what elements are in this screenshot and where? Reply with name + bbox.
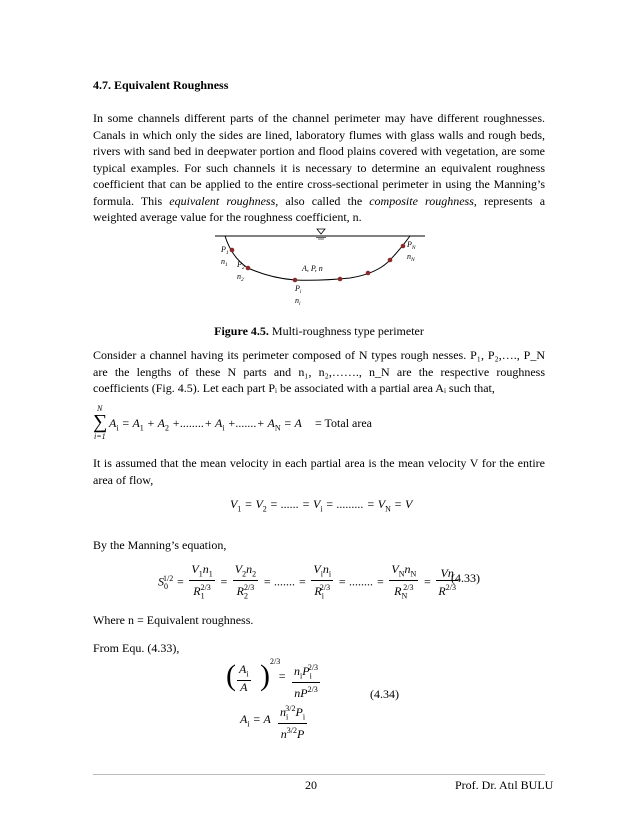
intro-text-b: also called the [278, 193, 370, 208]
equation-4-33: $S_0^{1/2}$ = $\frac{V_1n_1}{R_1^{2/3}}$ = $\frac{V_2n_2}{R_2^{2/3}}$ = ....... = $\frac{V_in_i}{R_i^{2/3}}$ = ........ = $\frac{V_Nn_N}{R_N^{2/3}}$ = $\frac{Vn}{R^{2/3}}$ [158, 562, 456, 601]
section-heading: 4.7. Equivalent Roughness [93, 78, 229, 92]
perimeter-paragraph: Consider a channel having its perimeter composed of N types rough nesses. P₁, P₂,…., P_N are the lengths of these N parts and n₁, n₂,……., n_N are the respective roughness coefficients (Fig. 4.5). Let each part Pᵢ be associated with a partial area Aᵢ such that, [93, 348, 545, 395]
channel-figure [210, 228, 440, 310]
equation-4-34-area: $A_i = A$ $\frac{n_i^{3/2}P_i}{n^{3/2}P}$ [240, 704, 306, 742]
division-point [230, 248, 235, 253]
label-pn: $P_N$ [407, 240, 416, 251]
division-point [293, 278, 298, 283]
intro-paragraph [93, 110, 545, 226]
water-level-icon [317, 229, 325, 234]
label-nn: $n_N$ [407, 252, 415, 263]
intro-emphasis-2: composite roughness, [369, 193, 477, 208]
label-p1: $P_1$ [221, 245, 229, 256]
equation-4-34-ratio: ( $\frac{A_i}{A}$ ) 2/3 = $\frac{n_iP_i^{2/3}}{nP^{2/3}}$ [226, 657, 319, 701]
equation-number-4-33: (4.33) [451, 571, 480, 585]
from-equation-paragraph: From Equ. (4.33), [93, 641, 180, 655]
label-ni: $n_i$ [295, 296, 301, 307]
channel-perimeter [225, 236, 410, 280]
division-point [388, 258, 393, 263]
division-point [338, 277, 343, 282]
label-n2: $n_2$ [237, 272, 244, 283]
equation-number-4-34: (4.34) [370, 687, 399, 701]
manning-paragraph: By the Manning’s equation, [93, 538, 227, 552]
equivalent-roughness-paragraph: Where n = Equivalent roughness. [93, 613, 254, 627]
footer-author: Prof. Dr. Atıl BULU [455, 778, 554, 792]
figure-caption: Figure 4.5. Multi-roughness type perimeter [214, 324, 424, 338]
label-n1: $n_1$ [221, 257, 228, 268]
label-area-perimeter: A, P, n [302, 264, 323, 273]
intro-text-a: In some channels different parts of the channel perimeter may have different roughnesses. Canals in which only the sides are lined, laboratory flumes with glass walls and rough beds, rivers with sand bed in deepwater portion and flood plains covered with vegetation, are some typical examples. For such channels it is necessary to determine an equivalent roughness coefficient that can be applied to the entire cross-sectional perimeter in using the Manning’s formula. This [93, 111, 545, 208]
footer-rule [93, 774, 545, 775]
total-area-text: = Total area [315, 416, 373, 430]
label-pi: $P_i$ [295, 284, 302, 295]
intro-text-c: represents a weighted average value for the roughness coefficient, n. [93, 193, 546, 224]
division-point [401, 244, 406, 249]
division-point [246, 266, 251, 271]
page-number: 20 [305, 778, 317, 792]
equation-area-sum: N ∑ i=1 $A_i = A_1 + A_2$ +........+ $A_i$ +.......+ $A_N = A$ = Total area [93, 404, 373, 441]
label-p2: $P_2$ [237, 260, 245, 271]
velocity-paragraph: It is assumed that the mean velocity in each partial area is the mean velocity V for the entire area of flow, [93, 456, 545, 487]
intro-emphasis-1: equivalent roughness, [169, 193, 279, 208]
division-point [366, 271, 371, 276]
equation-velocities: $V_1 = V_2$ = ...... = $V_i$ = ......... = $V_N = V$ [230, 497, 413, 514]
